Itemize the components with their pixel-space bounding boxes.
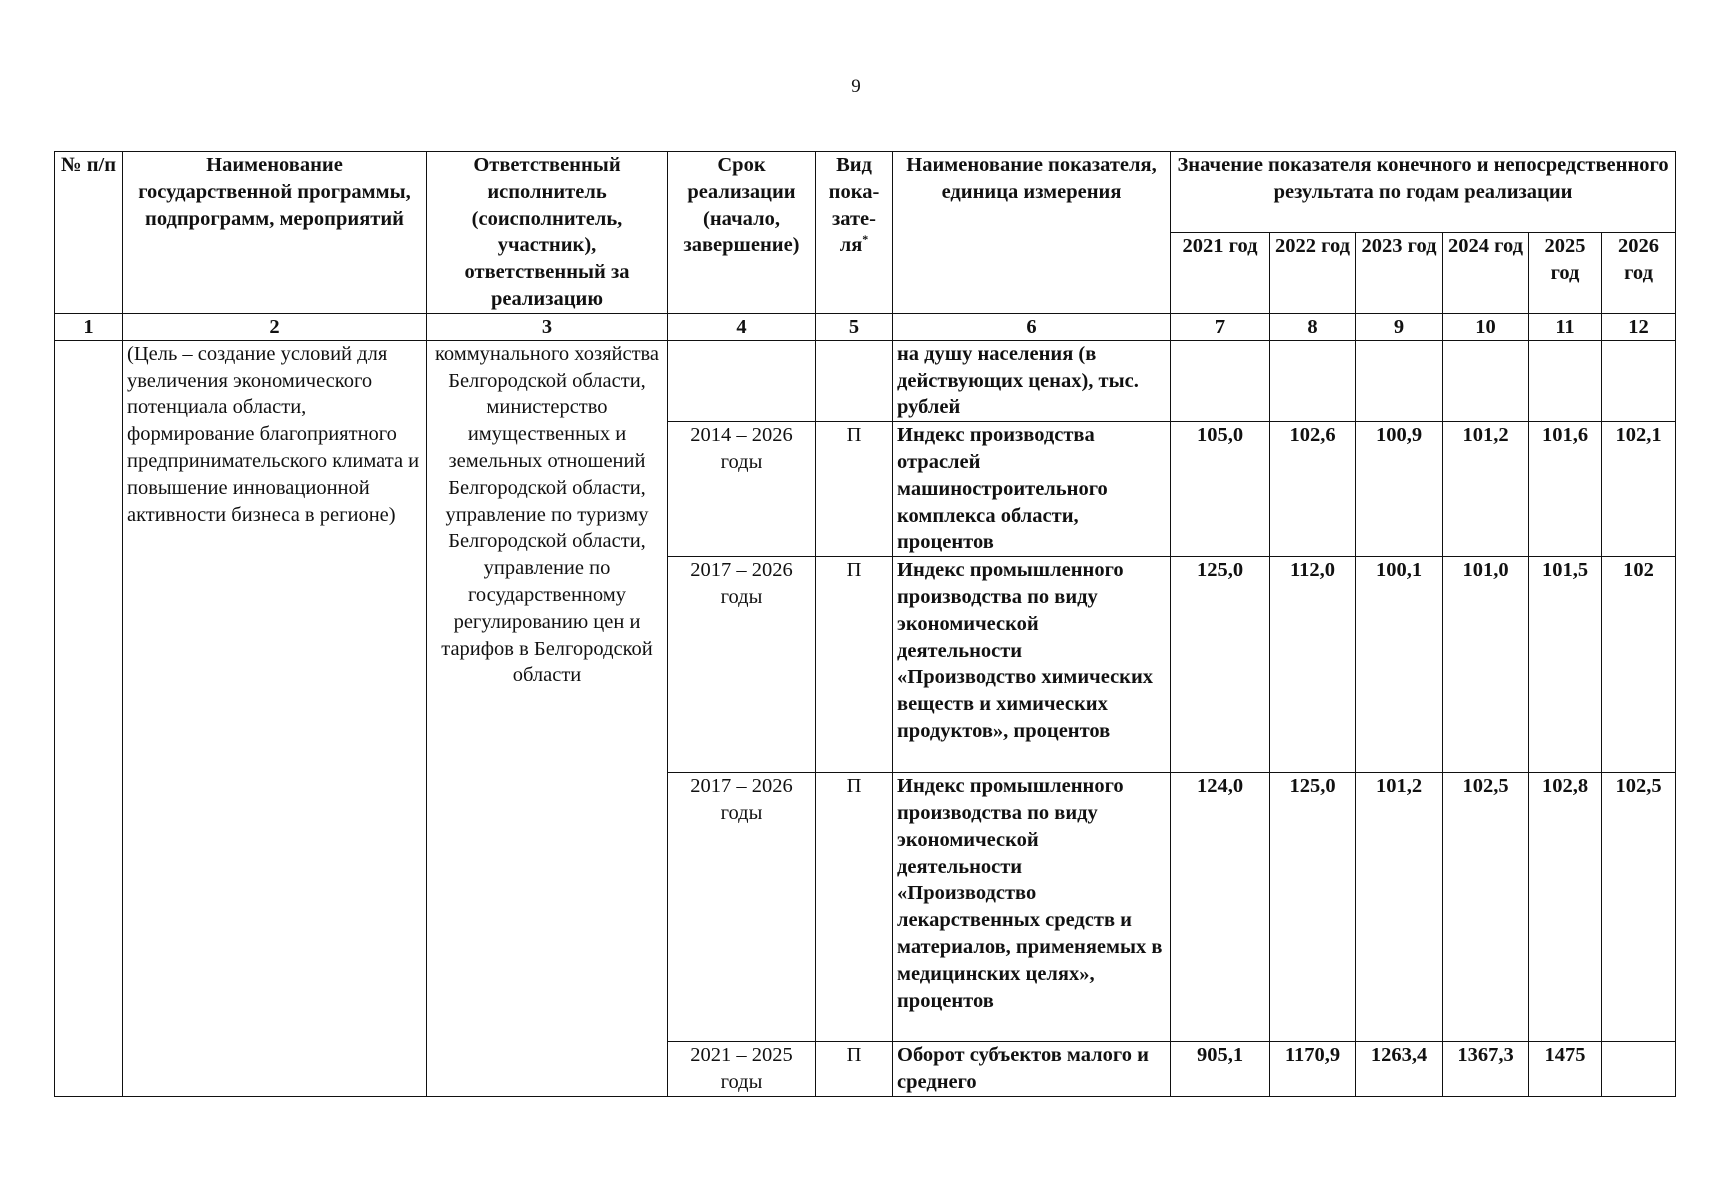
header-year: 2023 год: [1356, 232, 1443, 313]
value-cell: 102,8: [1529, 773, 1602, 1042]
kind-cell: П: [816, 557, 893, 773]
column-index: 6: [893, 313, 1171, 340]
value-cell: [1171, 340, 1270, 421]
value-cell: 1475: [1529, 1042, 1602, 1097]
value-cell: 124,0: [1171, 773, 1270, 1042]
header-year: 2021 год: [1171, 232, 1270, 313]
header-num: № п/п: [55, 152, 123, 314]
table-row: [55, 340, 1676, 421]
indicator-cell: Индекс производства отраслей машиностроительного комплекса области, процентов: [893, 422, 1171, 557]
value-cell: [1356, 340, 1443, 421]
header-kind-footnote-mark: *: [862, 232, 869, 247]
column-index-row: [55, 313, 1676, 340]
header-kind: [816, 152, 893, 314]
kind-cell: П: [816, 422, 893, 557]
column-index: 4: [668, 313, 816, 340]
row-number-cell: [55, 340, 123, 1096]
header-year: 2026 год: [1602, 232, 1676, 313]
value-cell: 905,1: [1171, 1042, 1270, 1097]
header-values-group: Значение показателя конечного и непосредственного результата по годам реализации: [1171, 152, 1676, 233]
header-year: 2025 год: [1529, 232, 1602, 313]
header-year: 2022 год: [1270, 232, 1356, 313]
indicator-cell: Индекс промышленного производства по виду экономической деятельности «Производство лекарственных средств и материалов, применяемых в медицинских целях», процентов: [893, 773, 1171, 1042]
value-cell: [1529, 340, 1602, 421]
value-cell: 101,0: [1443, 557, 1529, 773]
value-cell: 102,5: [1602, 773, 1676, 1042]
header-program: Наименование государственной программы, подпрограмм, мероприятий: [123, 152, 427, 314]
term-cell: [668, 340, 816, 421]
value-cell: 101,2: [1443, 422, 1529, 557]
kind-cell: П: [816, 1042, 893, 1097]
header-indicator: Наименование показателя, единица измерения: [893, 152, 1171, 314]
value-cell: 125,0: [1171, 557, 1270, 773]
header-row-1: [55, 152, 1676, 233]
kind-cell: [816, 340, 893, 421]
term-cell: 2014 – 2026 годы: [668, 422, 816, 557]
column-index: 2: [123, 313, 427, 340]
header-term: Срок реализации (начало, завершение): [668, 152, 816, 314]
value-cell: [1443, 340, 1529, 421]
value-cell: 100,9: [1356, 422, 1443, 557]
term-cell: 2017 – 2026 годы: [668, 773, 816, 1042]
column-index: 10: [1443, 313, 1529, 340]
column-index: 12: [1602, 313, 1676, 340]
value-cell: 102,1: [1602, 422, 1676, 557]
executor-cell: коммунального хозяйства Белгородской области, министерство имущественных и земельных отношений Белгородской области, управление по туризму Белгородской области, управление по государственному регулированию цен и тарифов в Белгородской области: [427, 340, 668, 1096]
value-cell: 125,0: [1270, 773, 1356, 1042]
value-cell: 101,5: [1529, 557, 1602, 773]
page-number: 9: [851, 76, 861, 97]
program-cell: (Цель – создание условий для увеличения экономического потенциала области, формирование благоприятного предпринимательского климата и повышение инновационной активности бизнеса в регионе): [123, 340, 427, 1096]
value-cell: 1263,4: [1356, 1042, 1443, 1097]
value-cell: 101,6: [1529, 422, 1602, 557]
column-index: 1: [55, 313, 123, 340]
header-year: 2024 год: [1443, 232, 1529, 313]
value-cell: 100,1: [1356, 557, 1443, 773]
header-executor: Ответственный исполнитель (соисполнитель, участник), ответственный за реализацию: [427, 152, 668, 314]
value-cell: [1270, 340, 1356, 421]
value-cell: 112,0: [1270, 557, 1356, 773]
term-cell: 2021 – 2025 годы: [668, 1042, 816, 1097]
column-index: 7: [1171, 313, 1270, 340]
kind-cell: П: [816, 773, 893, 1042]
column-index: 3: [427, 313, 668, 340]
indicator-cell: на душу населения (в действующих ценах), тыс. рублей: [893, 340, 1171, 421]
value-cell: [1602, 340, 1676, 421]
indicators-table: [54, 151, 1676, 1097]
column-index: 11: [1529, 313, 1602, 340]
value-cell: 105,0: [1171, 422, 1270, 557]
value-cell: 102: [1602, 557, 1676, 773]
column-index: 9: [1356, 313, 1443, 340]
column-index: 5: [816, 313, 893, 340]
value-cell: 102,6: [1270, 422, 1356, 557]
indicator-cell: Оборот субъектов малого и среднего: [893, 1042, 1171, 1097]
indicator-cell: Индекс промышленного производства по виду экономической деятельности «Производство химических веществ и химических продуктов», процентов: [893, 557, 1171, 773]
term-cell: 2017 – 2026 годы: [668, 557, 816, 773]
value-cell: 1170,9: [1270, 1042, 1356, 1097]
header-kind-label: Вид пока- зате- ля: [828, 154, 880, 257]
value-cell: [1602, 1042, 1676, 1097]
value-cell: 101,2: [1356, 773, 1443, 1042]
column-index: 8: [1270, 313, 1356, 340]
value-cell: 102,5: [1443, 773, 1529, 1042]
value-cell: 1367,3: [1443, 1042, 1529, 1097]
